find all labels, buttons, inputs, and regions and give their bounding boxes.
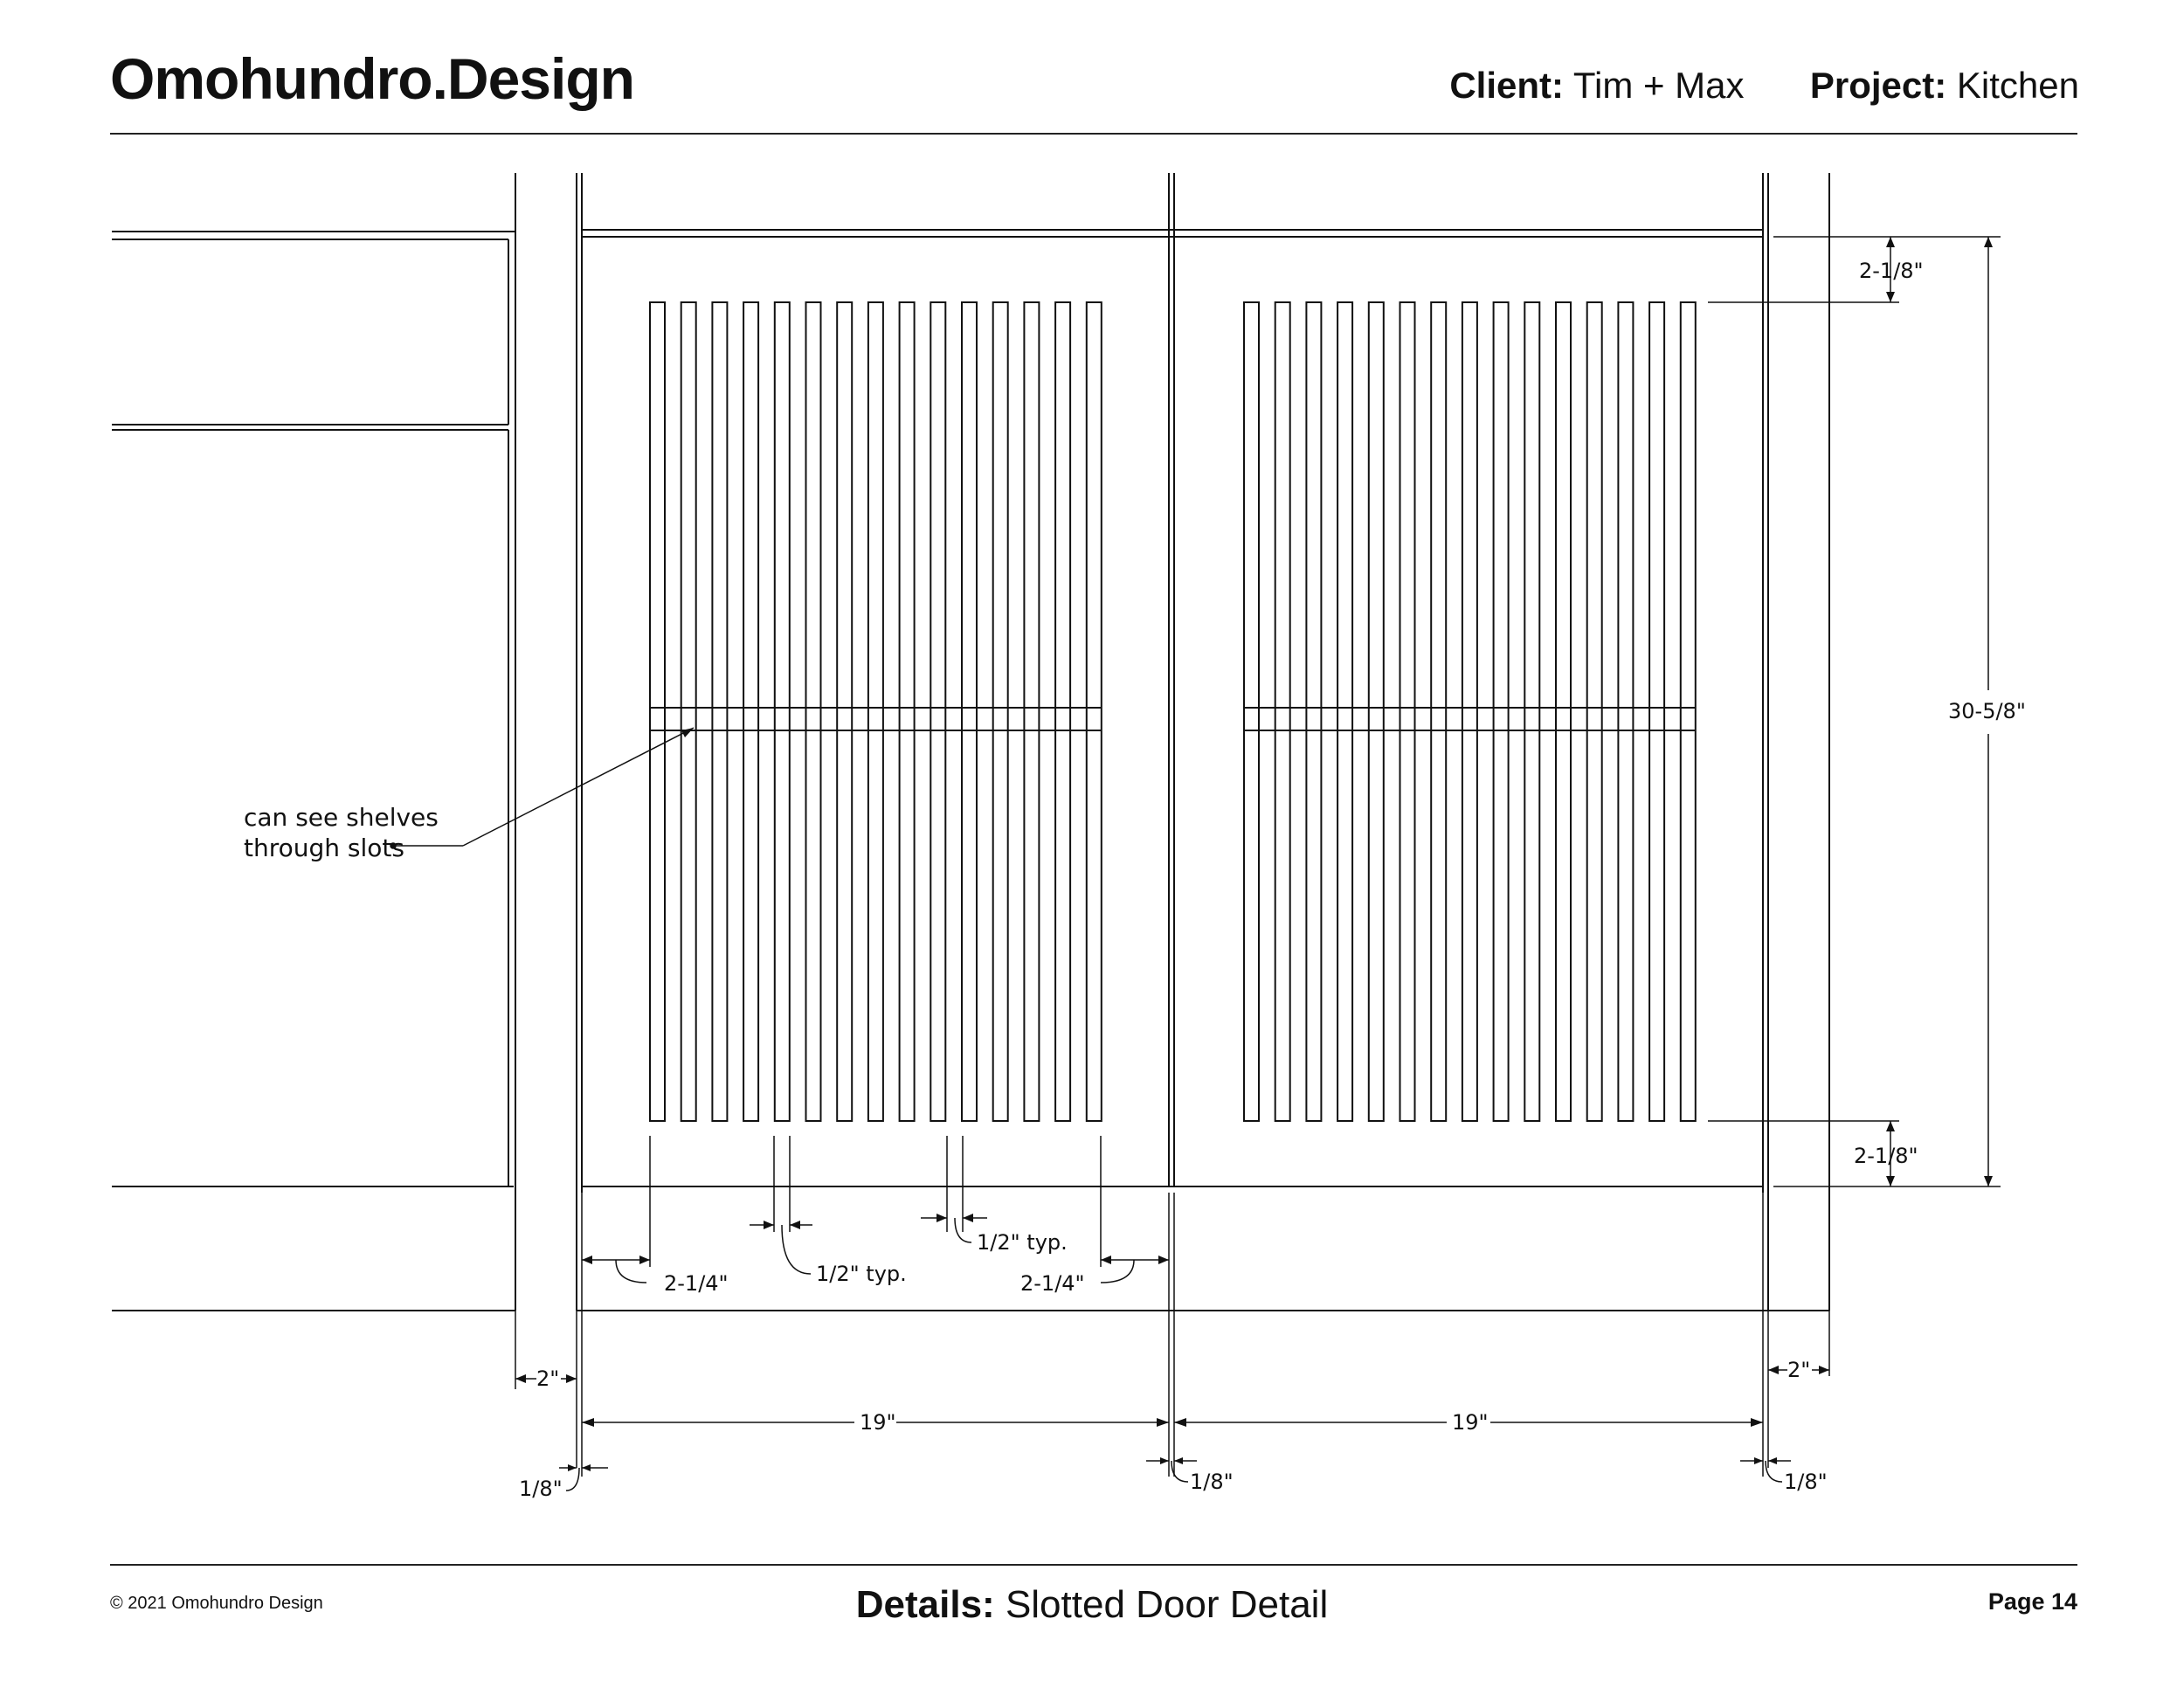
dim-left-edge: 2-1/4" — [664, 1271, 729, 1296]
right-door-slot — [1618, 302, 1633, 1121]
dim-slot-width: 1/2" typ. — [816, 1262, 907, 1286]
project-value: Kitchen — [1956, 65, 2079, 106]
right-door-slot — [1244, 302, 1259, 1121]
horizontal-dimensions — [515, 1136, 1829, 1491]
dim-post-left: 2" — [536, 1366, 560, 1391]
left-door-slot — [993, 302, 1008, 1121]
center-divider — [1169, 173, 1174, 1186]
right-door-slot — [1524, 302, 1539, 1121]
client-value: Tim + Max — [1572, 65, 1745, 106]
left-door-slot — [868, 302, 883, 1121]
left-door-slot — [1087, 302, 1102, 1121]
left-door-slot — [775, 302, 790, 1121]
project-label: Project: — [1809, 65, 1947, 106]
right-door-slot — [1649, 302, 1664, 1121]
brand-title: Omohundro.Design — [110, 46, 634, 111]
dim-post-right: 2" — [1787, 1358, 1811, 1382]
dim-door-right-width: 19" — [1452, 1410, 1489, 1435]
left-door-slot — [1024, 302, 1039, 1121]
sheet-name: Slotted Door Detail — [1005, 1583, 1329, 1626]
left-post — [515, 173, 582, 1311]
right-door-slot — [1400, 302, 1415, 1121]
page-number: Page 14 — [1987, 1588, 2077, 1615]
dim-gap-right: 1/8" — [1784, 1470, 1828, 1494]
note-line-1: can see shelves — [244, 803, 439, 832]
right-door-slot — [1556, 302, 1571, 1121]
left-door-slot — [650, 302, 665, 1121]
dim-bottom-margin: 2-1/8" — [1854, 1144, 1918, 1168]
dim-gap-center: 1/8" — [1190, 1470, 1234, 1494]
client-label: Client: — [1449, 65, 1564, 106]
right-door-slot — [1431, 302, 1446, 1121]
left-door-slots — [650, 302, 1102, 1121]
right-door-slot — [1275, 302, 1290, 1121]
left-door-slot — [837, 302, 852, 1121]
right-door-slot — [1337, 302, 1352, 1121]
left-door-slot — [712, 302, 727, 1121]
dim-top-margin: 2-1/8" — [1859, 259, 1924, 283]
copyright: © 2021 Omohundro Design — [110, 1594, 323, 1613]
left-door-slot — [681, 302, 696, 1121]
left-door-slot — [962, 302, 977, 1121]
right-door-slots — [1244, 302, 1696, 1121]
dim-slot-gap: 1/2" typ. — [977, 1230, 1068, 1255]
sheet-title — [0, 1583, 2184, 1627]
dim-right-edge: 2-1/4" — [1020, 1271, 1085, 1296]
left-door-slot — [900, 302, 915, 1121]
left-door-slot — [1055, 302, 1070, 1121]
left-door-slot — [930, 302, 945, 1121]
dim-gap-left: 1/8" — [519, 1477, 563, 1501]
right-door-slot — [1587, 302, 1602, 1121]
right-post — [1763, 173, 1829, 1311]
left-door-slot — [743, 302, 758, 1121]
right-door-slot — [1681, 302, 1696, 1121]
right-door-slot — [1462, 302, 1477, 1121]
left-cabinet — [112, 232, 515, 1311]
sheet-label: Details: — [855, 1583, 995, 1626]
dim-door-left-width: 19" — [860, 1410, 896, 1435]
right-door-slot — [1494, 302, 1509, 1121]
right-door-slot — [1369, 302, 1384, 1121]
footer-rule — [110, 1564, 2077, 1566]
dim-door-height: 30-5/8" — [1948, 699, 2026, 723]
right-door-slot — [1306, 302, 1321, 1121]
left-door-slot — [806, 302, 821, 1121]
note-line-2: through slots — [244, 834, 404, 862]
